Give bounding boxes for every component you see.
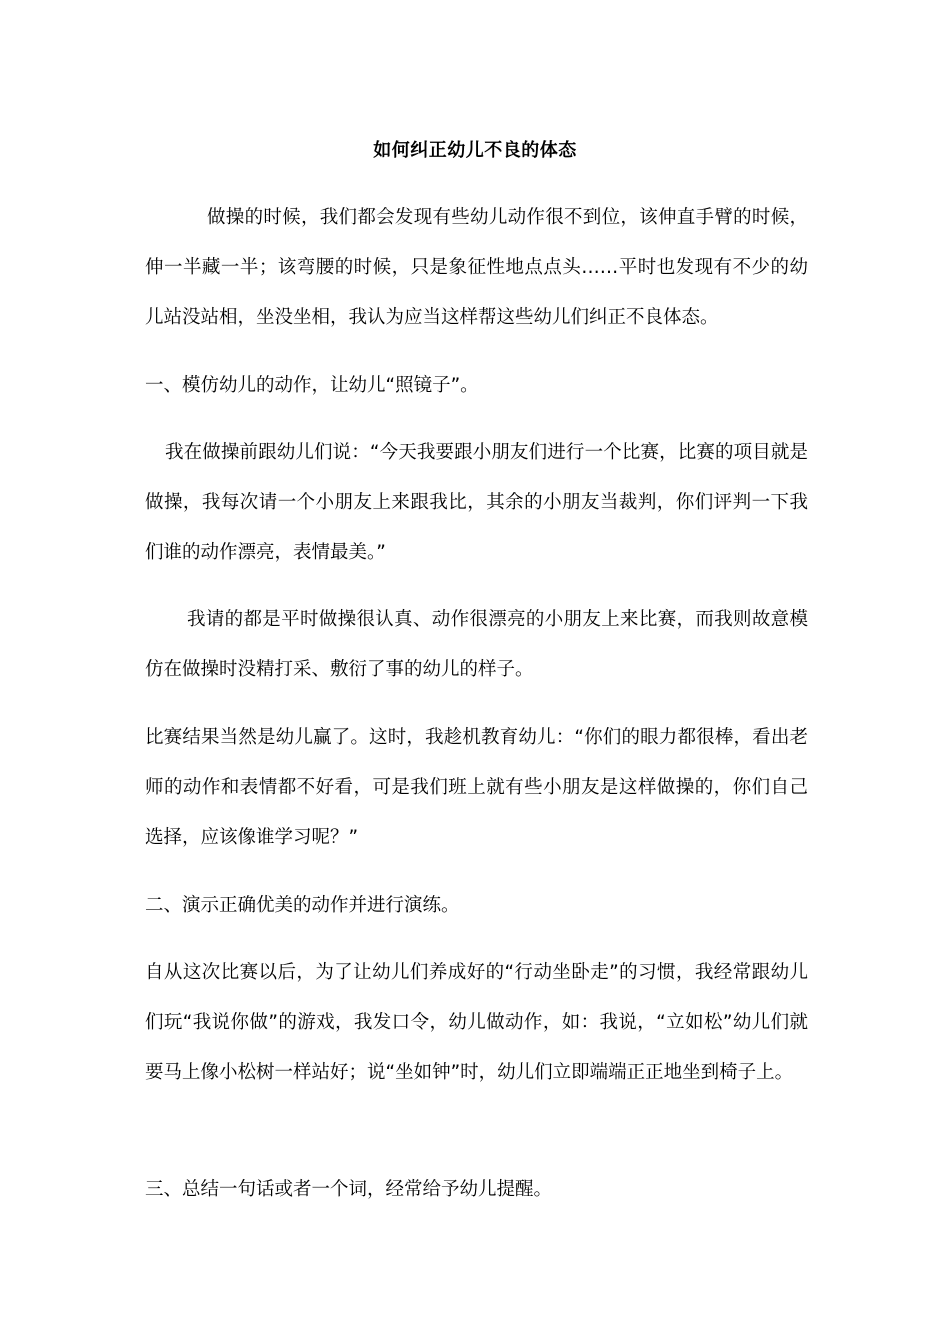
paragraph-competition: 我在做操前跟幼儿们说：“今天我要跟小朋友们进行一个比赛，比赛的项目就是做操，我每次请一个小朋友上来跟我比，其余的小朋友当裁判，你们评判一下我们谁的动作漂亮，表情最美。” [145,442,808,563]
intro-paragraph: 做操的时候，我们都会发现有些幼儿动作很不到位，该伸直手臂的时候，伸一半藏一半；该弯腰的时候，只是象征性地点点头……平时也发现有不少的幼儿站没站相，坐没坐相，我认为应当这样帮这些幼儿们纠正不良体态。 [145,207,808,328]
paragraph-game: 自从这次比赛以后，为了让幼儿们养成好的“行动坐卧走”的习惯，我经常跟幼儿们玩“我说你做”的游戏，我发口令，幼儿做动作，如：我说，“立如松”幼儿们就要马上像小松树一样站好；说“坐如钟”时，幼儿们立即端端正正地坐到椅子上。 [145,962,808,1083]
section-heading-1: 一、模仿幼儿的动作，让幼儿“照镜子”。 [145,375,479,396]
section-heading-3: 三、总结一句话或者一个词，经常给予幼儿提醒。 [145,1179,553,1200]
document-title: 如何纠正幼儿不良的体态 [373,140,577,161]
section-heading-2: 二、演示正确优美的动作并进行演练。 [145,895,460,916]
paragraph-result: 比赛结果当然是幼儿赢了。这时，我趁机教育幼儿：“你们的眼力都很棒，看出老师的动作和表情都不好看，可是我们班上就有些小朋友是这样做操的，你们自己选择，应该像谁学习呢？” [145,727,808,848]
paragraph-imitation: 我请的都是平时做操很认真、动作很漂亮的小朋友上来比赛，而我则故意模仿在做操时没精打采、敷衍了事的幼儿的样子。 [145,609,808,680]
